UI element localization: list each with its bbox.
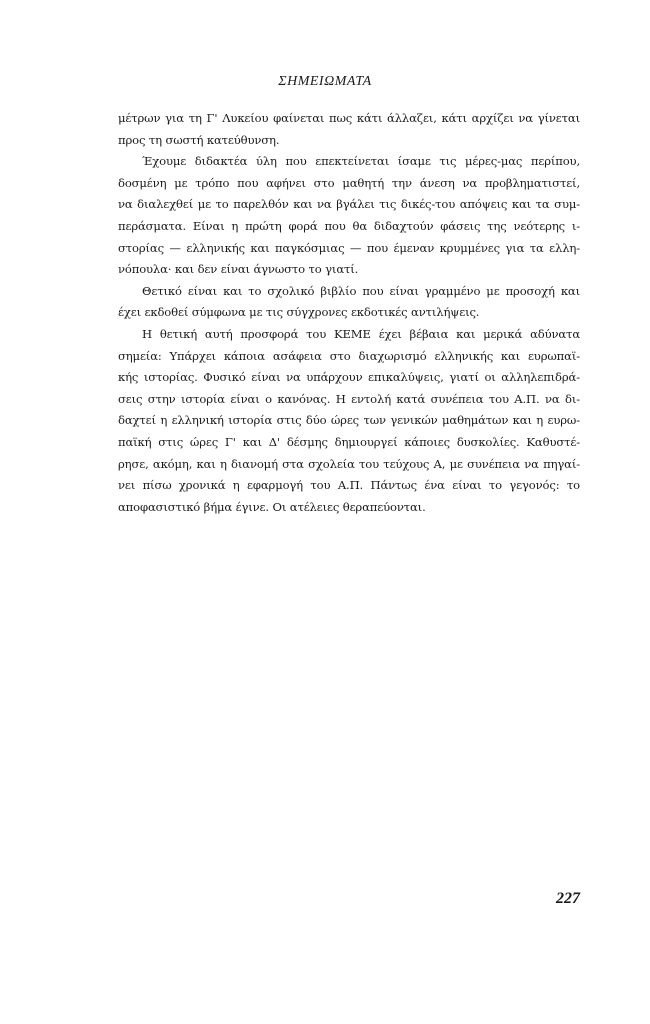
text-line: κής ιστορίας. Φυσικό είναι να υπάρχουν επικαλύψεις, γιατί οι αλληλεπιδρά- xyxy=(118,370,580,385)
text-line: σημεία: Υπάρχει κάποια ασάφεια στο διαχωρισμό ελληνικής και ευρωπαϊ- xyxy=(118,348,580,363)
page-number: 227 xyxy=(556,890,580,907)
text-line: Έχουμε διδακτέα ύλη που επεκτείνεται ίσαμε τις μέρες-μας περίπου, xyxy=(142,154,580,169)
body-text xyxy=(118,108,580,518)
running-head: ΣΗΜΕΙΩΜΑΤΑ xyxy=(278,74,372,89)
text-line: μέτρων για τη Γ' Λυκείου φαίνεται πως κάτι άλλαζει, κάτι αρχίζει να γίνεται xyxy=(118,111,580,125)
text-line: νει πίσω χρονικά η εφαρμογή του Α.Π. Πάντως ένα είναι το γεγονός: το xyxy=(118,478,580,493)
text-line: Η θετική αυτή προσφορά του ΚΕΜΕ έχει βέβαια και μερικά αδύνατα xyxy=(142,326,580,341)
text-line: έχει εκδοθεί σύμφωνα με τις σύγχρονες εκδοτικές αντιλήψεις. xyxy=(118,305,480,320)
paragraph xyxy=(118,108,580,151)
text-line: ρησε, ακόμη, και η διανομή στα σχολεία του τεύχους Α, με συνέπεια να πηγαί- xyxy=(118,456,580,471)
text-line: περάσματα. Είναι η πρώτη φορά που θα διδαχτούν φάσεις της νεότερης ι- xyxy=(118,218,580,233)
text-line: δαχτεί η ελληνική ιστορία στις δύο ώρες των γενικών μαθημάτων και η ευρω- xyxy=(118,413,580,428)
text-line: να διαλεχθεί με το παρελθόν και να βγάλει τις δικές-του απόψεις και τα συμ- xyxy=(118,197,580,212)
text-line: δοσμένη με τρόπο που αφήνει στο μαθητή την άνεση να προβληματιστεί, xyxy=(118,175,580,190)
paragraph xyxy=(118,281,580,324)
text-line: νόπουλα· και δεν είναι άγνωστο το γιατί. xyxy=(118,262,359,277)
text-line: Θετικό είναι και το σχολικό βιβλίο που είναι γραμμένο με προσοχή και xyxy=(142,283,580,298)
text-line: παϊκή στις ώρες Γ' και Δ' δέσμης δημιουργεί κάποιες δυσκολίες. Καθυστέ- xyxy=(118,434,580,449)
text-line: προς τη σωστή κατεύθυνση. xyxy=(118,132,280,147)
paragraph xyxy=(118,324,580,518)
paragraph xyxy=(118,151,580,281)
text-line: στορίας — ελληνικής και παγκόσμιας — που έμεναν κρυμμένες για τα ελλη- xyxy=(118,240,580,255)
text-line: αποφασιστικό βήμα έγινε. Οι ατέλειες θεραπεύονται. xyxy=(118,499,426,514)
text-line: σεις στην ιστορία είναι ο κανόνας. Η εντολή κατά συνέπεια του Α.Π. να δι- xyxy=(118,391,580,406)
